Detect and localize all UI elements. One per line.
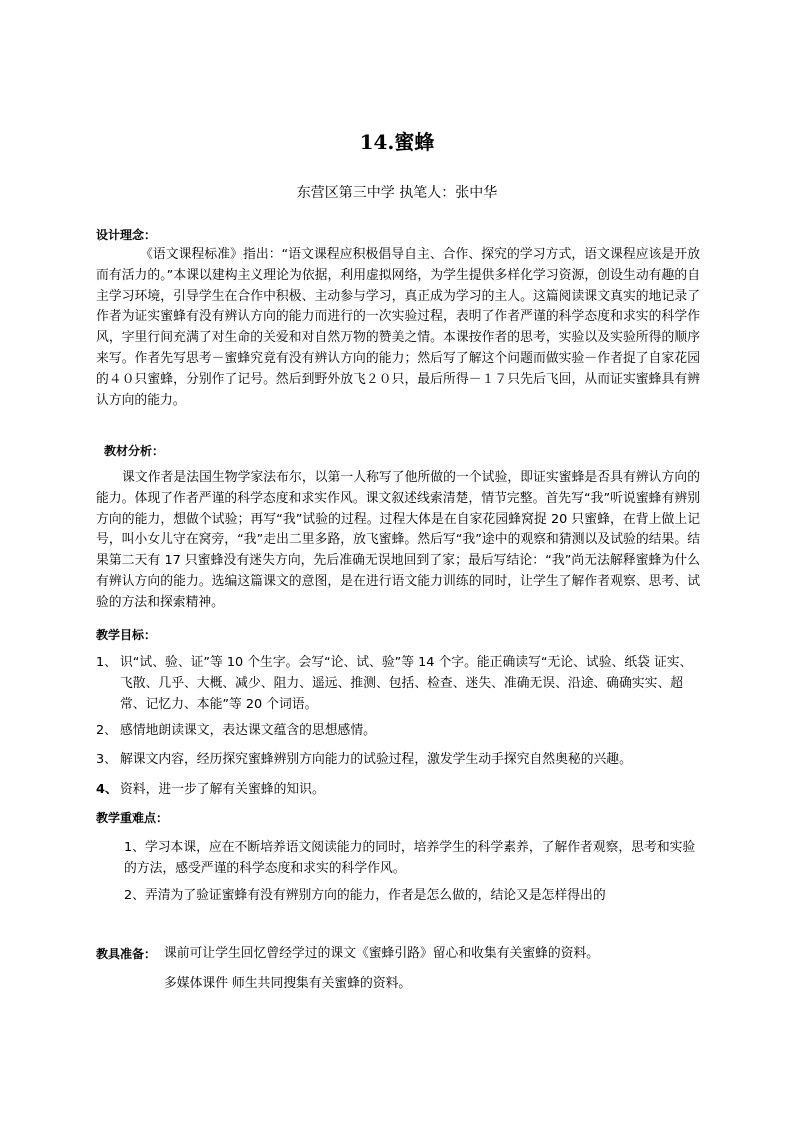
key-points-heading: 教学重难点：: [96, 811, 169, 825]
goal-number-3: 3、: [96, 752, 117, 767]
key-point-1: 1、学习本课，应在不断培养语文阅读能力的同时，培养学生的科学素养，了解作者观察，思考和实验的方法，感受严谨的科学态度和求实的科学作风。: [124, 840, 696, 876]
key-point-2: 2、弄清为了验证蜜蜂有没有辨别方向的能力，作者是怎么做的，结论又是怎样得出的: [124, 888, 606, 903]
design-concept-paragraph: 《语文课程标准》指出：“语文课程应积极倡导自主、合作、探究的学习方式，语文课程应该是开放而有活力的。”本课以建构主义理论为依据，利用虚拟网络，为学生提供多样化学习资源，创设生动有趣的自主学习环境，引导学生在合作中积极、主动参与学习，真正成为学习的主人。这篇阅读课文真实的地记录了作者为证实蜜蜂有没有辨认方向的能力而进行的一次实验过程，表明了作者严谨的科学态度和求实的科学作风，字里行间充满了对生命的关爱和对自然万物的赞美之情。本课按作者的思考，实验以及实验所得的顺序来写。作者先写思考－蜜蜂究竟有没有辨认方向的能力；然后写了解这个问题而做实验－作者捉了自家花园的４０只蜜蜂，分别作了记号。然后到野外放飞２０只，最后所得－１７只先后飞回，从而证实蜜蜂具有辨认方向的能力。: [96, 247, 700, 408]
goal-number-2: 2、: [96, 723, 117, 738]
goal-item-3: 解课文内容，经历探究蜜蜂辨别方向能力的试验过程，激发学生动手探究自然奥秘的兴趣。: [120, 752, 632, 767]
teaching-aids-line-2: 多媒体课件 师生共同搜集有关蜜蜂的资料。: [164, 976, 412, 991]
goal-item-4: 资料，进一步了解有关蜜蜂的知识。: [120, 782, 325, 797]
textbook-analysis-heading: 教材分析：: [104, 444, 165, 458]
design-concept-heading: 设计理念：: [96, 228, 157, 242]
goal-item-1: 识“试、验、证”等 10 个生字。会写“论、试、验”等 14 个字。能正确读写“无论、试验、纸袋 证实、飞散、几乎、大概、减少、阻力、遥远、推测、包括、检查、迷失、准确无误、沿途、确确实实、超常、记忆力、本能”等 20 个词语。: [120, 655, 693, 712]
teaching-aids-heading: 教具准备：: [96, 947, 157, 961]
teaching-aids-text: 课前可让学生回忆曾经学过的课文《蜜蜂引路》留心和收集有关蜜蜂的资料。: [164, 946, 600, 961]
author-byline: 东营区第三中学 执笔人：张中华: [296, 185, 498, 201]
teaching-goals-heading: 教学目标：: [96, 628, 157, 642]
goal-item-2: 感情地朗读课文，表达课文蕴含的思想感情。: [120, 723, 376, 738]
goal-number-1: 1、: [96, 655, 117, 670]
goal-number-4: 4、: [96, 782, 118, 797]
textbook-analysis-paragraph: 课文作者是法国生物学家法布尔，以第一人称写了他所做的一个试验，即证实蜜蜂是否具有辨认方向的能力。体现了作者严谨的科学态度和求实作风。课文叙述线索清楚，情节完整。首先写“我”听说蜜蜂有辨别方向的能力，想做个试验；再写“我”试验的过程。过程大体是在自家花园蜂窝捉 20 只蜜蜂，在背上做上记号，叫小女儿守在窝旁，“我”走出二里多路，放飞蜜蜂。然后写“我”途中的观察和猜测以及试验的结果。结果第二天有 17 只蜜蜂没有迷失方向，先后准确无误地回到了家；最后写结论：“我”尚无法解释蜜蜂为什么有辨认方向的能力。选编这篇课文的意图，是在进行语文能力训练的同时，让学生了解作者观察、思考、试验的方法和探索精神。: [96, 470, 700, 610]
page-title: 14.蜜蜂: [359, 130, 435, 154]
